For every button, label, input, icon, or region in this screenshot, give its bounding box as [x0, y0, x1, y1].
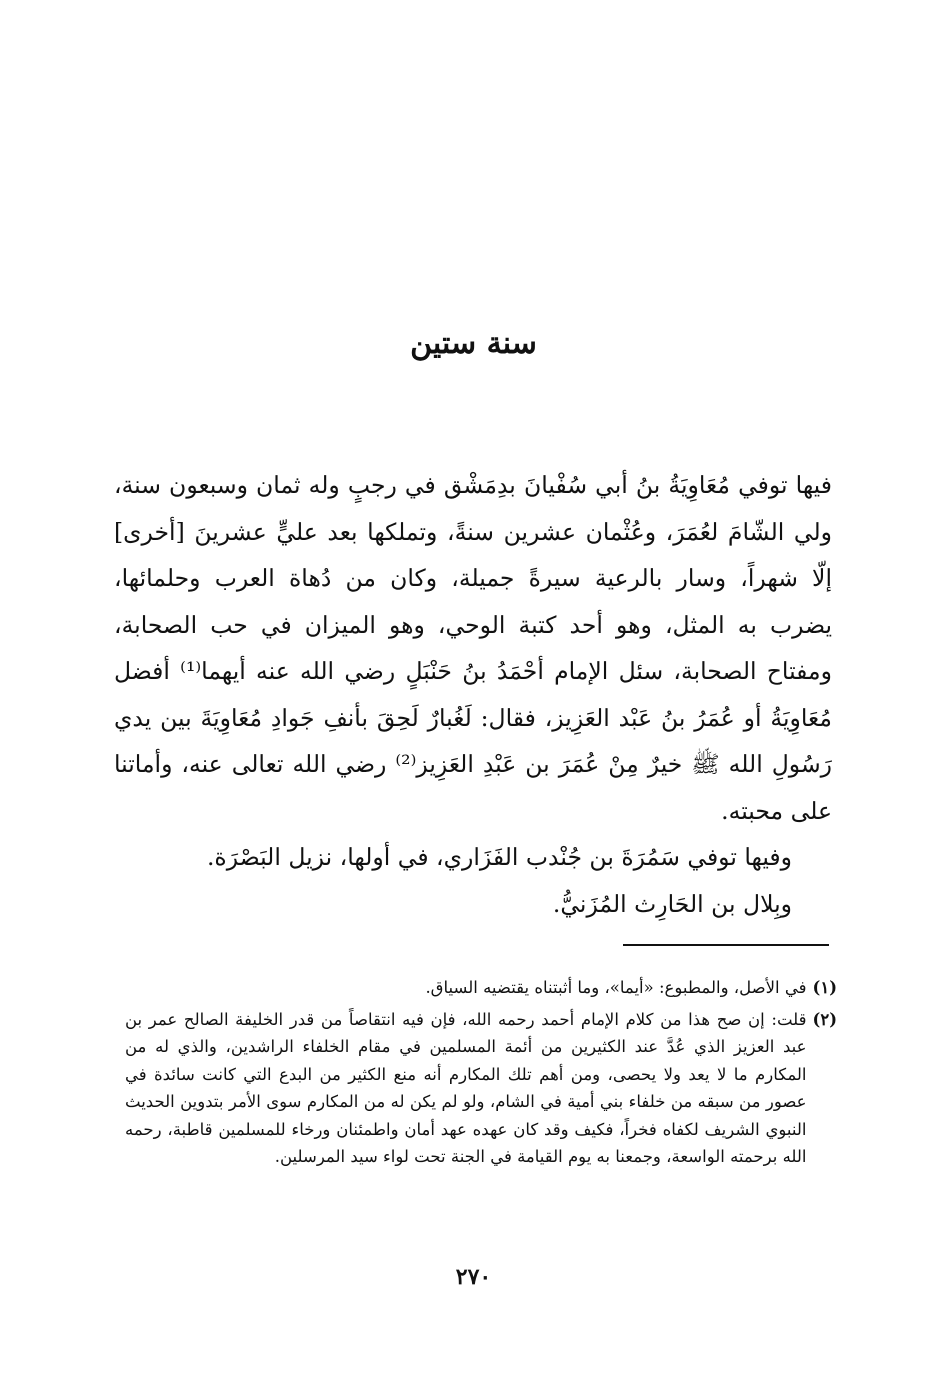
page-number: ٢٧٠	[455, 1264, 492, 1290]
footnote-marker: (٢)	[812, 1009, 837, 1029]
footnote-marker: (١)	[812, 978, 837, 997]
footnote-text: في الأصل، والمطبوع: «أيما»، وما أثبتناه يقتضيه السياق.	[425, 978, 807, 997]
paragraph-muawiya: فيها توفي مُعَاوِيَةُ بنُ أبي سُفْيانَ بدِمَشْق في رجبٍ وله ثمان وسبعون سنة، ولي الشّامَ لعُمَرَ، وعُثْمان عشرين سنةً، وتملكها بعد عليٍّ عشرينَ [أخرى] إلّا شهراً، وسار بالرعية سيرةً جميلة، وكان من دُهاة العرب وحلمائها، يضرب به المثل، وهو أحد كتبة الوحي، وهو الميزان في حب الصحابة، ومفتاح الصحابة، سئل الإمام أحْمَدُ بنُ حَنْبَلٍ رضي الله عنه أيهما⁽¹⁾ أفضل مُعَاوِيَةُ أو عُمَرُ بنُ عَبْد العَزِيز، فقال: لَغُبارٌ لَحِقَ بأنفِ جَوادِ مُعَاوِيَةَ بين يدي رَسُولِ الله ﷺ خيرٌ مِنْ عُمَرَ بن عَبْدِ العَزِيز⁽²⁾ رضي الله تعالى عنه، وأماتنا على محبته.	[114, 471, 832, 825]
footnotes	[125, 974, 837, 1175]
paragraph-bilal: وبِلال بن الحَارِث المُزَنيُّ.	[552, 889, 792, 918]
paragraph-samura: وفيها توفي سَمُرَةَ بن جُنْدب الفَزَاري، في أولها، نزيل البَصْرَة.	[206, 843, 792, 871]
footnote-1	[125, 974, 837, 1002]
main-text	[114, 462, 832, 927]
footnote-text: قلت: إن صح هذا من كلام الإمام أحمد رحمه الله، فإن فيه انتقاصاً من قدر الخليفة الصالح عمر بن عبد العزيز الذي عُدَّ عند الكثيرين من أئمة المسلمين في مقام الخلفاء الراشدين، والذي له من المكارم ما لا يعد ولا يحصى، ومن أهم تلك المكارم أنه منع الكثير من البدع التي كانت سائدة في عصور من سبقه من خلفاء بني أمية في الشام، ولو لم يكن له من المكارم سوى الأمر بتدوين الحديث النبوي الشريف لكفاه فخراً، فكيف وقد كان عهده عهد أمان واطمئنان ورخاء للمسلمين قاطبة، رحمه الله برحمته الواسعة، وجمعنا به يوم القيامة في الجنة تحت لواء سيد المرسلين.	[125, 1009, 807, 1166]
footnote-separator	[623, 944, 829, 946]
chapter-title: سنة ستين	[410, 326, 537, 361]
footnote-2	[125, 1006, 837, 1171]
